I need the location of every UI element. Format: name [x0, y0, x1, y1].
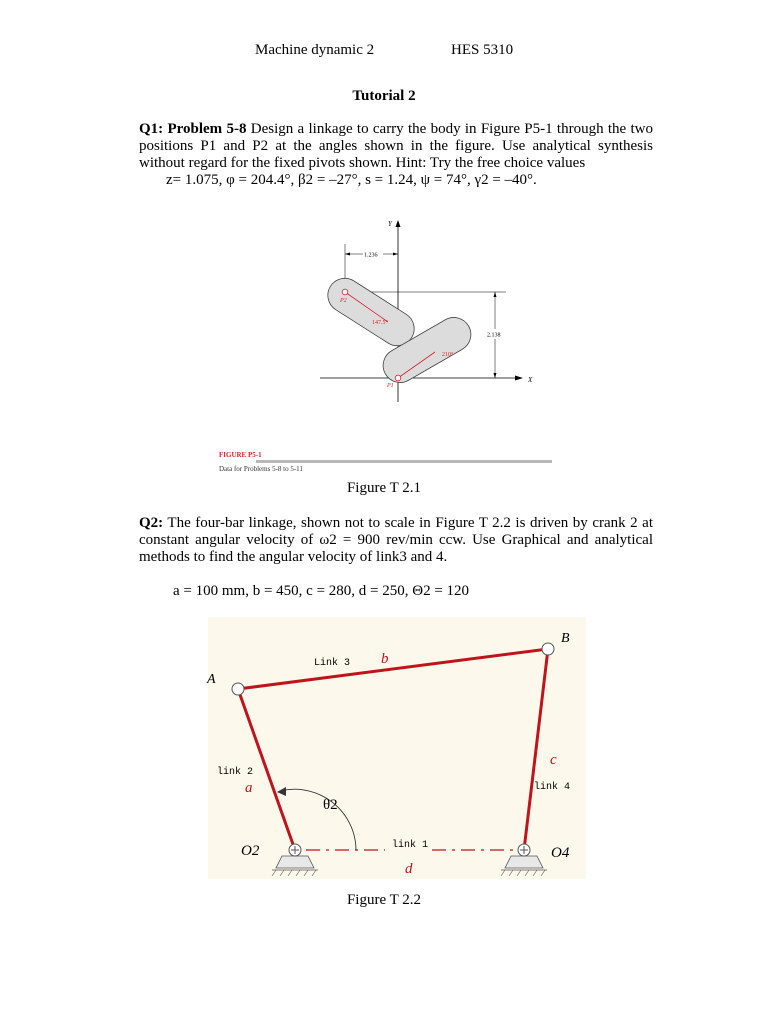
label-a-joint: A	[207, 672, 216, 687]
angle-p1-label: 210°	[442, 352, 454, 358]
q2-paragraph	[139, 515, 653, 566]
label-b-joint: B	[561, 631, 570, 646]
q2-label: Q2:	[139, 515, 164, 531]
y-axis-label: Y	[388, 220, 392, 228]
figure-p5-1-sublabel: Data for Problems 5-8 to 5-11	[219, 465, 303, 473]
angle-p2-label: 147.5°	[372, 320, 388, 326]
q2-text: The four-bar linkage, shown not to scale in Figure T 2.2 is driven by crank 2 at constant angular velocity of ω2 = 900 rev/min ccw. Use Graphical and analytical methods to find the angular velocity of link3 and 4.	[139, 515, 653, 565]
x-axis-label: X	[528, 376, 533, 384]
q1-label: Q1: Problem 5-8	[139, 121, 247, 137]
p1-point	[395, 375, 401, 381]
pivot-o2-icon	[289, 844, 301, 856]
course-code: HES 5310	[451, 42, 514, 58]
label-d-length: d	[405, 861, 413, 877]
figure-label-bar	[256, 460, 552, 463]
label-o4: O4	[551, 845, 570, 861]
q1-values: z= 1.075, φ = 204.4°, β2 = –27°, s = 1.24, ψ = 74°, γ2 = –40°.	[166, 172, 537, 188]
label-link2: link 2	[217, 767, 254, 778]
joint-b	[542, 643, 554, 655]
pivot-o4-icon	[518, 844, 530, 856]
label-a-length: a	[245, 780, 253, 796]
label-link1: link 1	[392, 840, 429, 851]
label-b-length: b	[381, 651, 389, 667]
p2-label: P2	[340, 298, 347, 304]
p2-point	[342, 289, 348, 295]
figure-t2-2-caption: Figure T 2.2	[346, 892, 422, 908]
label-theta2: θ2	[323, 797, 338, 813]
figure-fourbar	[200, 612, 592, 882]
dimension-horizontal: 1.236	[364, 252, 378, 259]
dimension-vertical: 2.138	[487, 332, 501, 339]
p1-label: P1	[387, 383, 394, 389]
label-link4: link 4	[534, 782, 571, 793]
figure-p5-1-label: FIGURE P5-1	[219, 451, 262, 459]
body-p2	[321, 272, 420, 352]
course-name: Machine dynamic 2	[255, 42, 375, 58]
label-link3: Link 3	[314, 658, 351, 669]
label-o2: O2	[241, 843, 260, 859]
q2-values: a = 100 mm, b = 450, c = 280, d = 250, Θ2 = 120	[173, 583, 470, 599]
figure-p5-1	[210, 212, 560, 480]
q1-text: Design a linkage to carry the body in Figure P5-1 through the two positions P1 and P2 at the angles shown in the figure. Use analytical synthesis without regard for the fixed pivots shown. Hint: Try the free choice values	[139, 121, 653, 171]
joint-a	[232, 683, 244, 695]
q1-paragraph	[139, 121, 653, 172]
figure-t2-1-caption: Figure T 2.1	[346, 480, 422, 496]
page-title: Tutorial 2	[352, 88, 416, 104]
label-c-length: c	[550, 752, 557, 768]
